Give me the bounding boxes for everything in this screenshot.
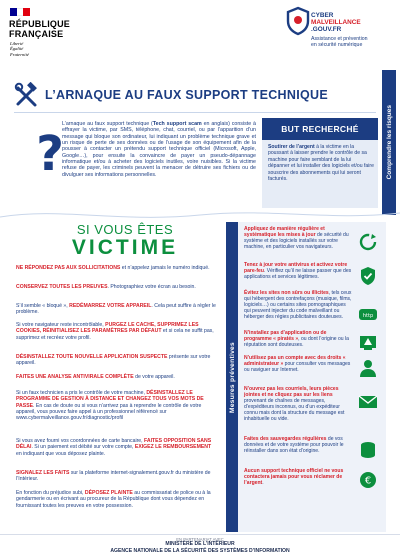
brand-tagline: Assistance et prévention en sécurité numérique	[311, 36, 368, 49]
page-title: L’ARNAQUE AU FAUX SUPPORT TECHNIQUE	[45, 88, 328, 102]
update-refresh-icon	[358, 232, 378, 252]
cybermalveillance-brand: CYBER MALVEILLANCE .GOUV.FR	[311, 12, 361, 33]
install-warning-icon	[358, 333, 378, 353]
hammer-wrench-icon	[14, 82, 40, 108]
measure-item: Tenez à jour votre antivirus et activez votre pare-feu. Vérifiez qu’il ne laisse passer que des applications et services légitimes.	[244, 262, 352, 281]
measure-item: Faites des sauvegardes régulières de vos données et de votre système pour pouvoir le réinstaller dans son état d’origine.	[244, 436, 344, 455]
email-icon	[358, 392, 378, 412]
footer-partner-label: EN PARTENARIAT AVEC	[176, 537, 224, 542]
measure-item: N’installez pas d’application ou de programme « piratés », ou dont l’origine ou la réputation sont douteuses.	[244, 330, 349, 349]
backup-icon	[358, 440, 378, 460]
measures-band: Mesures préventives	[226, 222, 238, 532]
french-flag-icon	[10, 8, 30, 16]
advice-item: En fonction du préjudice subi, DÉPOSEZ PLAINTE au commissariat de police ou à la gendarmerie ou en écrivant au procureur de la République dont vous dépendez en fournissant toutes les preuves en votre possession.	[16, 490, 211, 509]
advice-item: NE RÉPONDEZ PAS AUX SOLLICITATIONS et n’appelez jamais le numéro indiqué.	[16, 265, 210, 271]
question-mark-icon: ?	[36, 126, 64, 182]
money-support-icon	[358, 470, 378, 490]
intro-paragraph: L’arnaque au faux support technique (Tech support scam en anglais) consiste à effrayer la victime, par SMS, téléphone, chat, courriel, ou par l’apparition d’un message qui bloque son ordinateur, lui indiquant un problème technique grave et un risque de perte de ses données ou de l’usage de son équipement afin de la pousser à contacter un prétendu support technique officiel (Microsoft, Apple, Google…), pour ensuite la convaincre de payer un pseudo-dépannage informatique et/ou à acheter des logiciels inutiles, voire nuisibles. Si la victime refuse de payer, les criminels peuvent la menacer de détruire ses fichiers ou de divulguer ses informations personnelles.	[62, 121, 256, 178]
footer-agency: AGENCE NATIONALE DE LA SÉCURITÉ DES SYSTÈMES D’INFORMATION	[110, 548, 290, 554]
advice-item: CONSERVEZ TOUTES LES PREUVES. Photographiez votre écran au besoin.	[16, 284, 196, 290]
http-warning-icon	[358, 304, 378, 324]
advice-item: FAITES UNE ANALYSE ANTIVIRALE COMPLÈTE de votre appareil.	[16, 374, 175, 380]
goal-text: Soutirer de l’argent à la victime en la poussant à laisser prendre le contrôle de sa machine pour faire semblant de la lui dépanner et lui installer des logiciels et/ou faire souscrire des abonnements qui lui seront facturés.	[268, 144, 374, 183]
advice-item: SIGNALEZ LES FAITS sur la plateforme internet-signalement.gouv.fr du ministère de l’Intérieur.	[16, 470, 211, 483]
side-band-risks: Comprendre les risques	[382, 70, 396, 215]
measure-item: Évitez les sites non sûrs ou illicites, tels ceux qui hébergent des contrefaçons (musique, films, logiciels…) ou certains sites pornographiques qui peuvent injecter du code malveillant ou héberger des régies publicitaires douteuses.	[244, 290, 352, 321]
advice-item: Si un faux technicien a pris le contrôle de votre machine, DÉSINSTALLEZ LE PROGRAMME DE GESTION À DISTANCE ET CHANGEZ TOUS VOS MOTS DE PASSE. En cas de doute ou si vous n’arrivez pas à reprendre le contrôle de votre appareil, vous pouvez faire appel à un professionnel référencé sur www.cybermalveillance.gouv.fr/diagnostic/profil	[16, 390, 204, 422]
goal-heading: BUT RECHERCHÉ	[262, 118, 378, 140]
measure-item: N’ouvrez pas les courriels, leurs pièces jointes et ne cliquez pas sur les liens provenant de chaînes de messages, d’expéditeurs inconnus, ou d’un expéditeur connu mais dont la structure du message est inhabituelle ou vide.	[244, 386, 345, 423]
advice-item: Si votre navigateur reste incontrôlable, PURGEZ LE CACHE, SUPPRIMEZ LES COOKIES, RÉINITIALISEZ LES PARAMÈTRES PAR DÉFAUT et si cela ne suffit pas, supprimez et recréez votre profil.	[16, 322, 214, 341]
measure-item: Aucun support technique officiel ne vous contactera jamais pour vous réclamer de l’argent.	[244, 468, 344, 487]
advice-item: DÉSINSTALLEZ TOUTE NOUVELLE APPLICATION SUSPECTE présente sur votre appareil.	[16, 354, 211, 367]
measure-item: Appliquez de manière régulière et systématique les mises à jour de sécurité du système et des logiciels installés sur votre machine, en particulier vos navigateurs.	[244, 226, 349, 251]
svg-text:€: €	[364, 475, 372, 487]
shield-check-icon	[358, 266, 378, 286]
measure-item: N’utilisez pas un compte avec des droits « administrateur » pour consulter vos messages ou naviguer sur Internet.	[244, 355, 351, 374]
advice-item: Si vous avez fourni vos coordonnées de carte bancaire, FAITES OPPOSITION SANS DÉLAI. Si un paiement est débité sur votre compte, EXIGEZ LE REMBOURSEMENT en indiquant que vous déposez plainte.	[16, 438, 212, 457]
republic-title: RÉPUBLIQUE FRANÇAISE	[9, 19, 71, 39]
footer-divider	[0, 534, 400, 535]
victim-heading-line1: SI VOUS ÊTES	[76, 222, 174, 237]
cybermalveillance-logo-icon	[285, 6, 311, 36]
svg-text:http: http	[362, 313, 374, 319]
footer-ministry: MINISTÈRE DE L’INTÉRIEUR	[165, 541, 235, 547]
victim-heading-line2: VICTIME	[71, 236, 179, 259]
title-divider	[14, 112, 376, 113]
advice-item: S’il semble « bloqué », REDÉMARREZ VOTRE APPAREIL. Cela peut suffire à régler le problème.	[16, 303, 216, 316]
republic-motto: Liberté Égalité Fraternité	[10, 41, 29, 57]
user-admin-icon	[358, 358, 378, 378]
